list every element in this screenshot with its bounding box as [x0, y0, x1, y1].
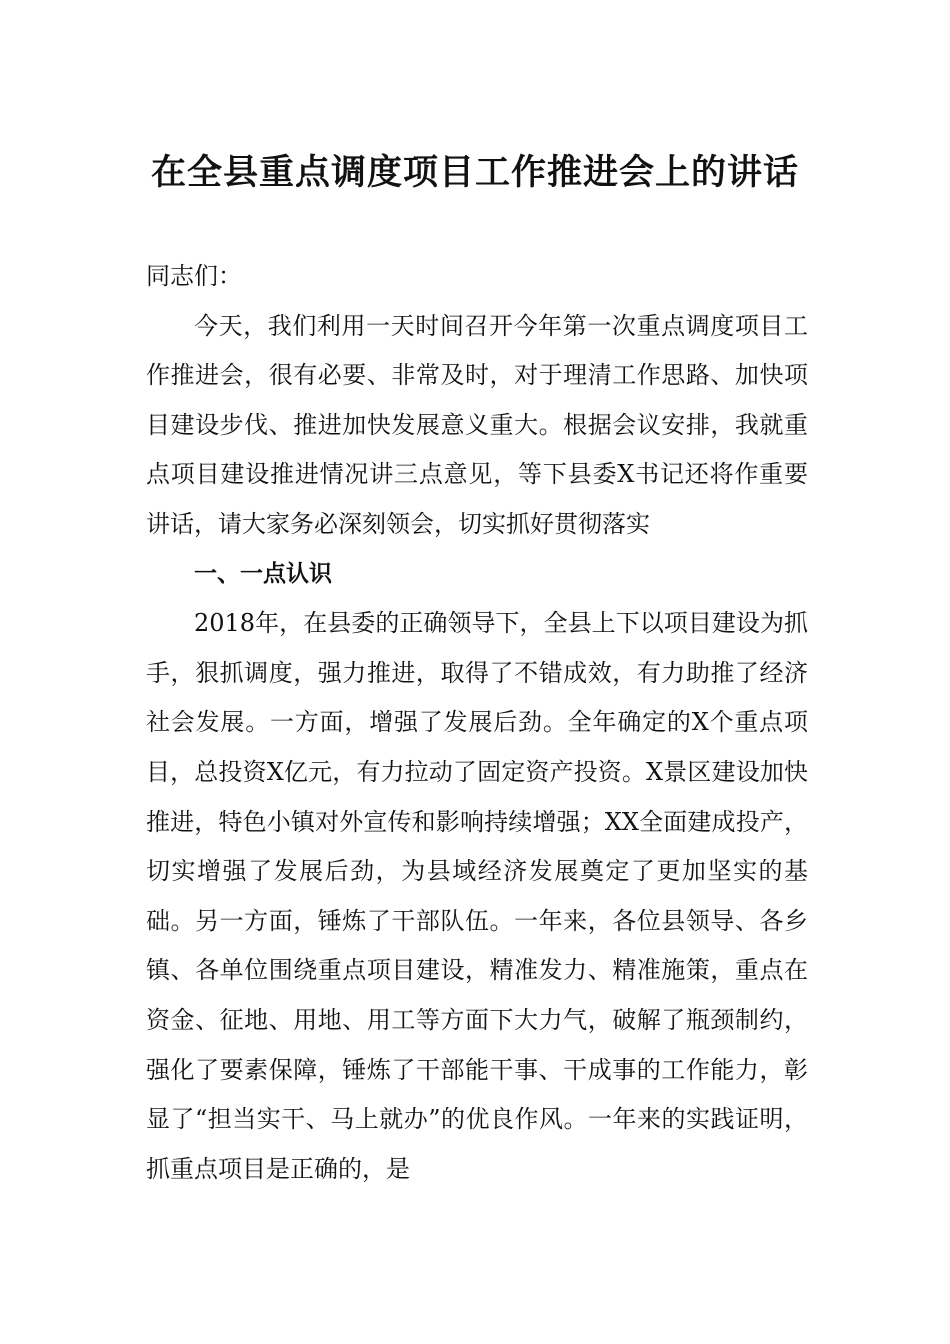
section-heading-1: 一、一点认识	[194, 560, 332, 587]
document-body	[146, 252, 808, 1194]
document-title: 在全县重点调度项目工作推进会上的讲话	[150, 152, 799, 193]
paragraph-intro: 今天，我们利用一天时间召开今年第一次重点调度项目工作推进会，很有必要、非常及时，对于理清工作思路、加快项目建设步伐、推进加快发展意义重大。根据会议安排，我就重点项目建设推进情况讲三点意见，等下县委X书记还将作重要讲话，请大家务必深刻领会，切实抓好贯彻落实	[146, 311, 808, 538]
salutation: 同志们：	[146, 262, 242, 290]
paragraph-section-1: 2018年，在县委的正确领导下，全县上下以项目建设为抓手，狠抓调度，强力推进，取得了不错成效，有力助推了经济社会发展。一方面，增强了发展后劲。全年确定的X个重点项目，总投资X亿元，有力拉动了固定资产投资。X景区建设加快推进，特色小镇对外宣传和影响持续增强；XX全面建成投产，切实增强了发展后劲，为县域经济发展奠定了更加坚实的基础。另一方面，锤炼了干部队伍。一年来，各位县领导、各乡镇、各单位围绕重点项目建设，精准发力、精准施策，重点在资金、征地、用地、用工等方面下大力气，破解了瓶颈制约，强化了要素保障，锤炼了干部能干事、干成事的工作能力，彰显了“担当实干、马上就办”的优良作风。一年来的实践证明，抓重点项目是正确的，是	[146, 609, 808, 1183]
